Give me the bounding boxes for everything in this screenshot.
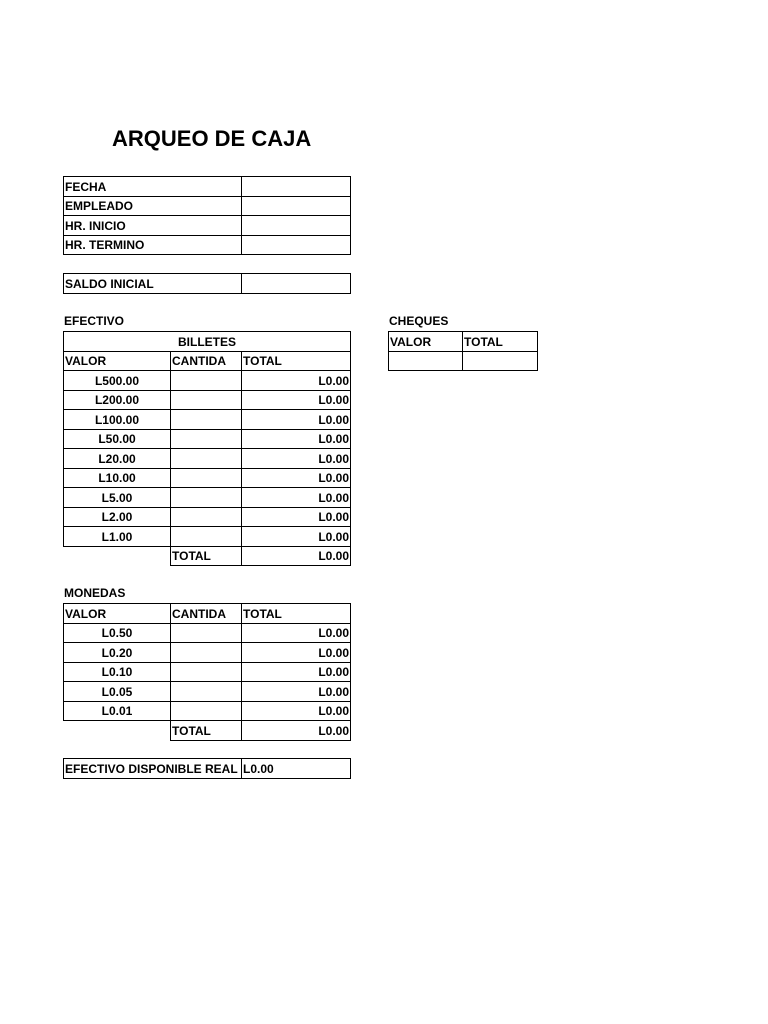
- billete-total: L0.00: [242, 410, 351, 430]
- billete-total: L0.00: [242, 468, 351, 488]
- monedas-total-row: [64, 721, 351, 741]
- monedas-header-total: TOTAL: [242, 604, 351, 624]
- billete-cantidad[interactable]: [171, 488, 242, 508]
- cheques-label: CHEQUES: [389, 314, 449, 328]
- billete-valor: L500.00: [64, 371, 171, 391]
- table-row: [64, 488, 351, 508]
- monedas-header-row: [64, 604, 351, 624]
- billete-valor: L5.00: [64, 488, 171, 508]
- moneda-valor: L0.50: [64, 623, 171, 643]
- cheque-total[interactable]: [463, 351, 538, 371]
- saldo-inicial-value[interactable]: [242, 274, 351, 294]
- cheques-header-valor: VALOR: [389, 332, 463, 352]
- table-row: [64, 623, 351, 643]
- moneda-total: L0.00: [242, 682, 351, 702]
- table-row: [64, 701, 351, 721]
- billete-total: L0.00: [242, 507, 351, 527]
- moneda-valor: L0.01: [64, 701, 171, 721]
- monedas-total-spacer: [64, 721, 171, 741]
- empleado-label: EMPLEADO: [64, 196, 242, 216]
- fecha-value[interactable]: [242, 177, 351, 197]
- billetes-header-total: TOTAL: [242, 351, 351, 371]
- monedas-label: MONEDAS: [64, 586, 126, 600]
- billetes-total-spacer: [64, 546, 171, 566]
- billete-valor: L100.00: [64, 410, 171, 430]
- table-row: [64, 449, 351, 469]
- monedas-table: [63, 603, 351, 741]
- billete-valor: L200.00: [64, 390, 171, 410]
- billete-cantidad[interactable]: [171, 390, 242, 410]
- billetes-header-cantidad: CANTIDA: [171, 351, 242, 371]
- efectivo-disponible-label: EFECTIVO DISPONIBLE REAL: [64, 759, 242, 779]
- hr-termino-value[interactable]: [242, 235, 351, 255]
- hr-termino-label: HR. TERMINO: [64, 235, 242, 255]
- moneda-valor: L0.05: [64, 682, 171, 702]
- billetes-total-value: L0.00: [242, 546, 351, 566]
- table-row: [64, 390, 351, 410]
- billete-cantidad[interactable]: [171, 410, 242, 430]
- monedas-header-valor: VALOR: [64, 604, 171, 624]
- billete-valor: L1.00: [64, 527, 171, 547]
- billete-total: L0.00: [242, 527, 351, 547]
- monedas-total-label: TOTAL: [171, 721, 242, 741]
- billete-cantidad[interactable]: [171, 527, 242, 547]
- moneda-total: L0.00: [242, 623, 351, 643]
- moneda-cantidad[interactable]: [171, 701, 242, 721]
- billete-total: L0.00: [242, 449, 351, 469]
- billete-total: L0.00: [242, 371, 351, 391]
- fecha-label: FECHA: [64, 177, 242, 197]
- table-row: [64, 429, 351, 449]
- hr-inicio-value[interactable]: [242, 216, 351, 236]
- billetes-table: [63, 331, 351, 566]
- table-row: [64, 371, 351, 391]
- hr-inicio-label: HR. INICIO: [64, 216, 242, 236]
- moneda-cantidad[interactable]: [171, 643, 242, 663]
- table-row: [64, 468, 351, 488]
- billete-valor: L50.00: [64, 429, 171, 449]
- billete-cantidad[interactable]: [171, 507, 242, 527]
- moneda-cantidad[interactable]: [171, 682, 242, 702]
- monedas-header-cantidad: CANTIDA: [171, 604, 242, 624]
- efectivo-label: EFECTIVO: [64, 314, 125, 328]
- table-row: [64, 643, 351, 663]
- moneda-total: L0.00: [242, 643, 351, 663]
- billete-valor: L20.00: [64, 449, 171, 469]
- table-row: [64, 682, 351, 702]
- moneda-total: L0.00: [242, 662, 351, 682]
- billete-cantidad[interactable]: [171, 371, 242, 391]
- info-row-hr-inicio: [64, 216, 351, 236]
- info-row-empleado: [64, 196, 351, 216]
- page-title: ARQUEO DE CAJA: [112, 126, 312, 151]
- cheques-header-total: TOTAL: [463, 332, 538, 352]
- billetes-total-label: TOTAL: [171, 546, 242, 566]
- moneda-cantidad[interactable]: [171, 623, 242, 643]
- billete-total: L0.00: [242, 429, 351, 449]
- table-row: [64, 662, 351, 682]
- saldo-inicial-label: SALDO INICIAL: [64, 274, 242, 294]
- table-row: [64, 507, 351, 527]
- monedas-total-value: L0.00: [242, 721, 351, 741]
- billetes-total-row: [64, 546, 351, 566]
- billetes-header-row: [64, 351, 351, 371]
- moneda-total: L0.00: [242, 701, 351, 721]
- efectivo-disponible-value: L0.00: [242, 759, 351, 779]
- saldo-inicial-table: [63, 273, 351, 294]
- billete-valor: L2.00: [64, 507, 171, 527]
- billetes-title: BILLETES: [64, 332, 351, 352]
- table-row: [64, 410, 351, 430]
- billete-total: L0.00: [242, 390, 351, 410]
- cheque-valor[interactable]: [389, 351, 463, 371]
- cheques-table: [388, 331, 538, 371]
- moneda-valor: L0.10: [64, 662, 171, 682]
- billete-valor: L10.00: [64, 468, 171, 488]
- billete-cantidad[interactable]: [171, 468, 242, 488]
- table-row: [389, 351, 538, 371]
- billete-total: L0.00: [242, 488, 351, 508]
- info-row-fecha: [64, 177, 351, 197]
- table-row: [64, 527, 351, 547]
- moneda-cantidad[interactable]: [171, 662, 242, 682]
- info-table: [63, 176, 351, 255]
- billete-cantidad[interactable]: [171, 429, 242, 449]
- empleado-value[interactable]: [242, 196, 351, 216]
- billete-cantidad[interactable]: [171, 449, 242, 469]
- info-row-hr-termino: [64, 235, 351, 255]
- efectivo-disponible-table: [63, 758, 351, 779]
- moneda-valor: L0.20: [64, 643, 171, 663]
- billetes-header-valor: VALOR: [64, 351, 171, 371]
- cheques-header-row: [389, 332, 538, 352]
